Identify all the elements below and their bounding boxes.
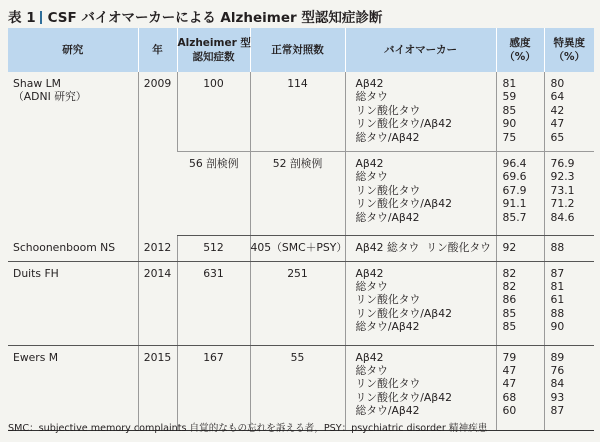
- cell-control-count: 251: [250, 261, 345, 345]
- cell-year: 2014: [138, 261, 177, 345]
- cell-control-count: 52 剖検例: [250, 152, 345, 236]
- header-control-count: 正常対照数: [250, 28, 345, 72]
- cell-control-count: 114: [250, 72, 345, 152]
- cell-study: Shaw LM （ADNI 研究）: [13, 77, 87, 104]
- header-biomarker: バイオマーカー: [345, 28, 496, 72]
- table-title-text: CSF バイオマーカーによる Alzheimer 型認知症診断: [47, 10, 383, 26]
- cell-biomarkers: Aβ42 総タウ リン酸化タウ: [345, 236, 496, 262]
- cell-ad-count: 100: [177, 72, 250, 152]
- cell-biomarkers: Aβ42 総タウ リン酸化タウ リン酸化タウ/Aβ42 総タウ/Aβ42: [345, 261, 496, 345]
- cell-sensitivity: 82 82 86 85 85: [496, 261, 544, 345]
- table-row: [8, 261, 594, 345]
- header-specificity: 特異度 （%）: [544, 28, 594, 72]
- header-year: 年: [138, 28, 177, 72]
- cell-specificity: 76.9 92.3 73.1 71.2 84.6: [544, 152, 594, 236]
- cell-biomarkers: Aβ42 総タウ リン酸化タウ リン酸化タウ/Aβ42 総タウ/Aβ42: [345, 152, 496, 236]
- cell-year: 2012: [138, 236, 177, 262]
- cell-specificity: 87 81 61 88 90: [544, 261, 594, 345]
- header-study: 研究: [62, 44, 84, 56]
- table-header-row: [8, 28, 594, 72]
- cell-sensitivity: 79 47 47 68 60: [496, 345, 544, 430]
- cell-specificity: 89 76 84 93 87: [544, 345, 594, 430]
- cell-specificity: 80 64 42 47 65: [544, 72, 594, 152]
- table-row: [8, 72, 594, 152]
- cell-sensitivity: 96.4 69.6 67.9 91.1 85.7: [496, 152, 544, 236]
- cell-ad-count: 631: [177, 261, 250, 345]
- cell-study: Ewers M: [8, 345, 138, 430]
- cell-sensitivity: 92: [496, 236, 544, 262]
- header-sensitivity: 感度 （%）: [496, 28, 544, 72]
- cell-ad-count: 512: [177, 236, 250, 262]
- biomarker-table: [8, 28, 594, 431]
- cell-control-count: 405（SMC＋PSY）: [250, 236, 345, 262]
- table-title: [8, 6, 382, 26]
- table-row: [8, 236, 594, 262]
- cell-specificity: 88: [544, 236, 594, 262]
- cell-sensitivity: 81 59 85 90 75: [496, 72, 544, 152]
- cell-biomarkers: Aβ42 総タウ リン酸化タウ リン酸化タウ/Aβ42 総タウ/Aβ42: [345, 72, 496, 152]
- title-accent-bar: [40, 11, 42, 24]
- cell-year: 2015: [138, 345, 177, 430]
- table-footnote: SMC：subjective memory complaints 自覚的なもの忘れを訴える者，PSY：psychiatric disorder 精神疾患: [8, 423, 488, 434]
- cell-ad-count: 167: [177, 345, 250, 430]
- cell-study: Schoonenboom NS: [8, 236, 138, 262]
- cell-control-count: 55: [250, 345, 345, 430]
- table-row: [8, 345, 594, 430]
- cell-year: 2009: [138, 72, 177, 236]
- cell-study: Duits FH: [8, 261, 138, 345]
- cell-ad-count: 56 剖検例: [177, 152, 250, 236]
- header-ad-count: Alzheimer 型 認知症数: [177, 28, 250, 72]
- cell-biomarkers: Aβ42 総タウ リン酸化タウ リン酸化タウ/Aβ42 総タウ/Aβ42: [345, 345, 496, 430]
- table-label: 表 1: [8, 10, 36, 26]
